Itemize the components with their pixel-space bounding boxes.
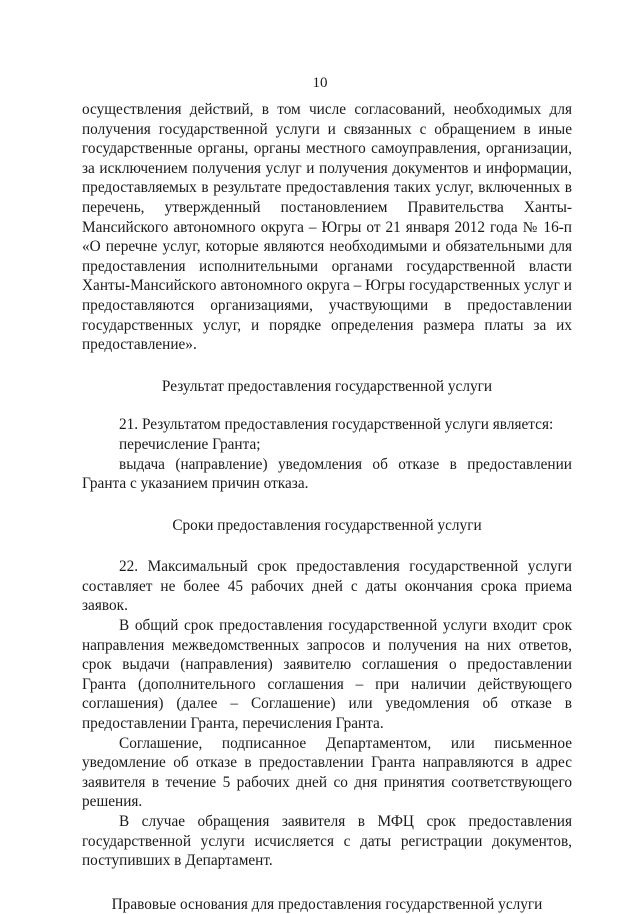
result-paragraph-1: 21. Результатом предоставления государственной услуги является: [119,416,554,434]
result-paragraph-2: перечисление Гранта; [119,435,261,453]
document-body [82,100,572,914]
section-heading-result: Результат предоставления государственной услуги [161,377,493,395]
terms-paragraph-4: В случае обращения заявителя в МФЦ срок предоставления государственной услуги исчисляется с даты регистрации документов, поступивших в Департамент. [82,813,572,870]
result-paragraph-3: выдача (направление) уведомления об отказе в предоставлении Гранта с указанием причин отказа. [82,455,572,493]
intro-paragraph: осуществления действий, в том числе согласований, необходимых для получения государственной услуги и связанных с обращением в иные государственные органы, органы местного самоуправления, организации, за исключением получения услуг и получения документов и информации, предоставляемых в результате предоставления таких услуг, включенных в перечень, утвержденный постановлением Правительства Ханты-Мансийского автономного округа – Югры от 21 января 2012 года № 16-п «О перечне услуг, которые являются необходимыми и обязательными для предоставления исполнительными органами государственной власти Ханты-Мансийского автономного округа – Югры государственных услуг и предоставляются организациями, участвующими в предоставлении государственных услуг, и порядке определения размера платы за их предоставление». [82,101,572,354]
section-heading-terms: Сроки предоставления государственной услуги [172,516,482,534]
section-heading-legal: Правовые основания для предоставления государственной услуги [111,895,543,913]
terms-paragraph-2: В общий срок предоставления государственной услуги входит срок направления межведомственных запросов и получения на них ответов, срок выдачи (направления) заявителю соглашения о предоставлении Гранта (дополнительного соглашения – при наличии действующего соглашения) (далее – Соглашение) или уведомления об отказе в предоставлении Гранта, перечисления Гранта. [82,617,572,733]
terms-paragraph-3: Соглашение, подписанное Департаментом, или письменное уведомление об отказе в предоставлении Гранта направляются в адрес заявителя в течение 5 рабочих дней со дня принятия соответствующего решения. [82,734,572,811]
terms-paragraph-1: 22. Максимальный срок предоставления государственной услуги составляет не более 45 рабочих дней с даты окончания срока приема заявок. [82,558,572,615]
page-number: 10 [312,75,328,91]
